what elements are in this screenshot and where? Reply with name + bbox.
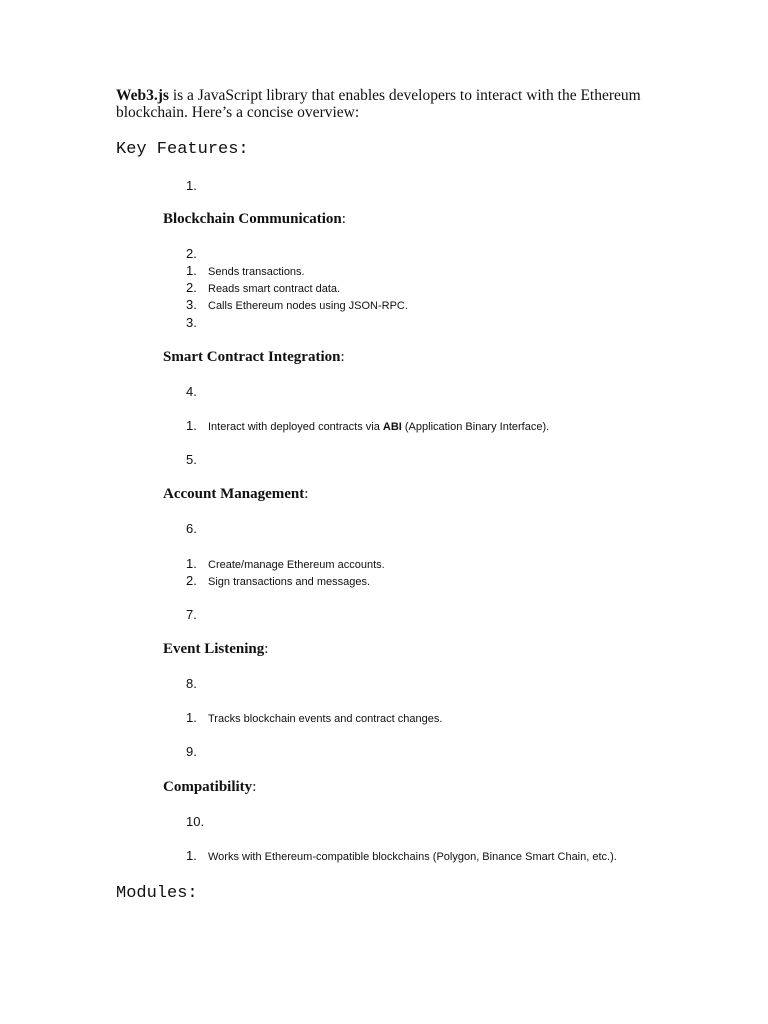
heading-modules: Modules:	[116, 884, 198, 903]
intro-lead: Web3.js	[116, 87, 169, 104]
section-title-account-management: Account Management:	[163, 486, 309, 502]
heading-key-features: Key Features:	[116, 140, 249, 159]
outer-number: 7.	[186, 607, 197, 622]
section-title-blockchain-communication: Blockchain Communication:	[163, 211, 346, 227]
list-item: 1. Sends transactions.	[186, 263, 305, 278]
list-item: 1. Works with Ethereum-compatible blockchains (Polygon, Binance Smart Chain, etc.).	[186, 848, 617, 863]
outer-number: 4.	[186, 384, 197, 399]
list-item: 2. Sign transactions and messages.	[186, 573, 371, 588]
outer-number: 3.	[186, 315, 197, 330]
list-item: 2. Reads smart contract data.	[186, 280, 341, 295]
list-item: 1. Create/manage Ethereum accounts.	[186, 556, 385, 571]
section-title-compatibility: Compatibility:	[163, 779, 257, 795]
outer-number: 1.	[186, 178, 197, 193]
intro-paragraph	[116, 87, 676, 121]
outer-number: 6.	[186, 521, 197, 536]
section-title-event-listening: Event Listening:	[163, 641, 269, 657]
outer-number: 9.	[186, 744, 197, 759]
outer-number: 5.	[186, 452, 197, 467]
outer-number: 8.	[186, 676, 197, 691]
intro-text: is a JavaScript library that enables developers to interact with the Ethereum blockchain. Here’s a concise overview:	[116, 87, 641, 121]
list-item: 1. Tracks blockchain events and contract changes.	[186, 710, 443, 725]
outer-number: 2.	[186, 246, 197, 261]
list-item: 1. Interact with deployed contracts via ABI (Application Binary Interface).	[186, 418, 550, 433]
outer-number: 10.	[186, 814, 205, 829]
list-item: 3. Calls Ethereum nodes using JSON-RPC.	[186, 297, 408, 312]
section-title-smart-contract-integration: Smart Contract Integration:	[163, 349, 345, 365]
